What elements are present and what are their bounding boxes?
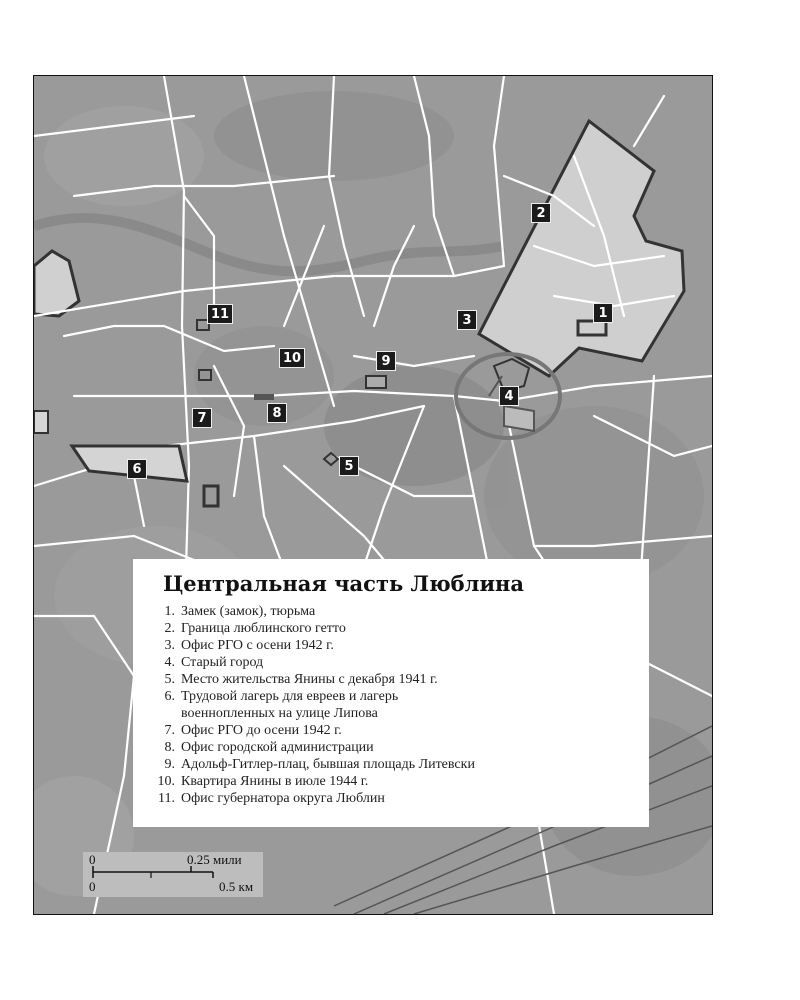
legend-item-number: 1. [164,604,175,619]
legend-item-number: 3. [164,638,175,653]
legend-item-text: Старый город [181,655,264,670]
scale-miles-zero: 0 [89,852,96,867]
legend-item-text: Замек (замок), тюрьма [181,604,316,619]
legend-item-number: 10. [157,774,175,789]
map-marker-11: 11 [207,304,233,324]
legend-item [151,654,475,671]
ghetto-area [479,121,684,376]
legend-item-text: Граница люблинского гетто [181,621,346,636]
legend-item-text: Трудовой лагерь для евреев и лагерь [181,689,399,704]
legend-item [151,773,475,790]
legend-item-number: 6. [164,689,175,704]
map-marker-9: 9 [376,351,396,371]
legend-item-text: Адольф-Гитлер-плац, бывшая площадь Литевски [181,757,475,772]
map-marker-4: 4 [499,386,519,406]
city-admin-outline [254,394,274,400]
legend-item-text: Офис РГО до осени 1942 г. [181,723,342,738]
legend-item-text: Офис РГО с осени 1942 г. [181,638,334,653]
legend-item-text: Офис губернатора округа Люблин [181,791,385,806]
legend-item [151,603,475,620]
hitler-platz-outline [366,376,386,388]
map-marker-1: 1 [593,303,613,323]
legend-item-number: 11. [158,791,175,806]
legend-item [151,722,475,739]
map-marker-2: 2 [531,203,551,223]
map-marker-3: 3 [457,310,477,330]
legend-item-text: военнопленных на улице Липова [181,706,378,721]
legend-title: Центральная часть Люблина [163,571,524,596]
legend-item-text: Место жительства Янины с декабря 1941 г. [181,672,438,687]
legend-list [151,603,475,807]
legend-item-number: 9. [164,757,175,772]
legend-item-number: 5. [164,672,175,687]
legend-item [151,671,475,688]
labor-camp-annex-outline [204,486,218,506]
legend-item-number: 8. [164,740,175,755]
legend-item [151,739,475,756]
map-marker-8: 8 [267,403,287,423]
legend-item-text: Офис городской администрации [181,740,374,755]
legend-item [151,637,475,654]
map-legend [133,559,649,827]
legend-item [151,756,475,773]
map-marker-5: 5 [339,456,359,476]
legend-item-number: 7. [164,723,175,738]
map-marker-7: 7 [192,408,212,428]
legend-item-number: 4. [164,655,175,670]
scale-km-label: 0.5 км [219,879,254,894]
legend-item-number: 2. [164,621,175,636]
map-marker-6: 6 [127,459,147,479]
scale-bar [83,852,263,897]
legend-item [151,620,475,637]
legend-item [151,688,475,705]
scale-miles-label: 0.25 мили [187,852,242,867]
legend-item-text: Квартира Янины в июле 1944 г. [181,774,369,789]
legend-item [151,790,475,807]
west-district-boundary [34,251,79,316]
scale-km-zero: 0 [89,879,96,894]
legend-item-continuation [151,705,475,722]
west-building [34,411,48,433]
river [34,218,504,271]
map-marker-10: 10 [279,348,305,368]
